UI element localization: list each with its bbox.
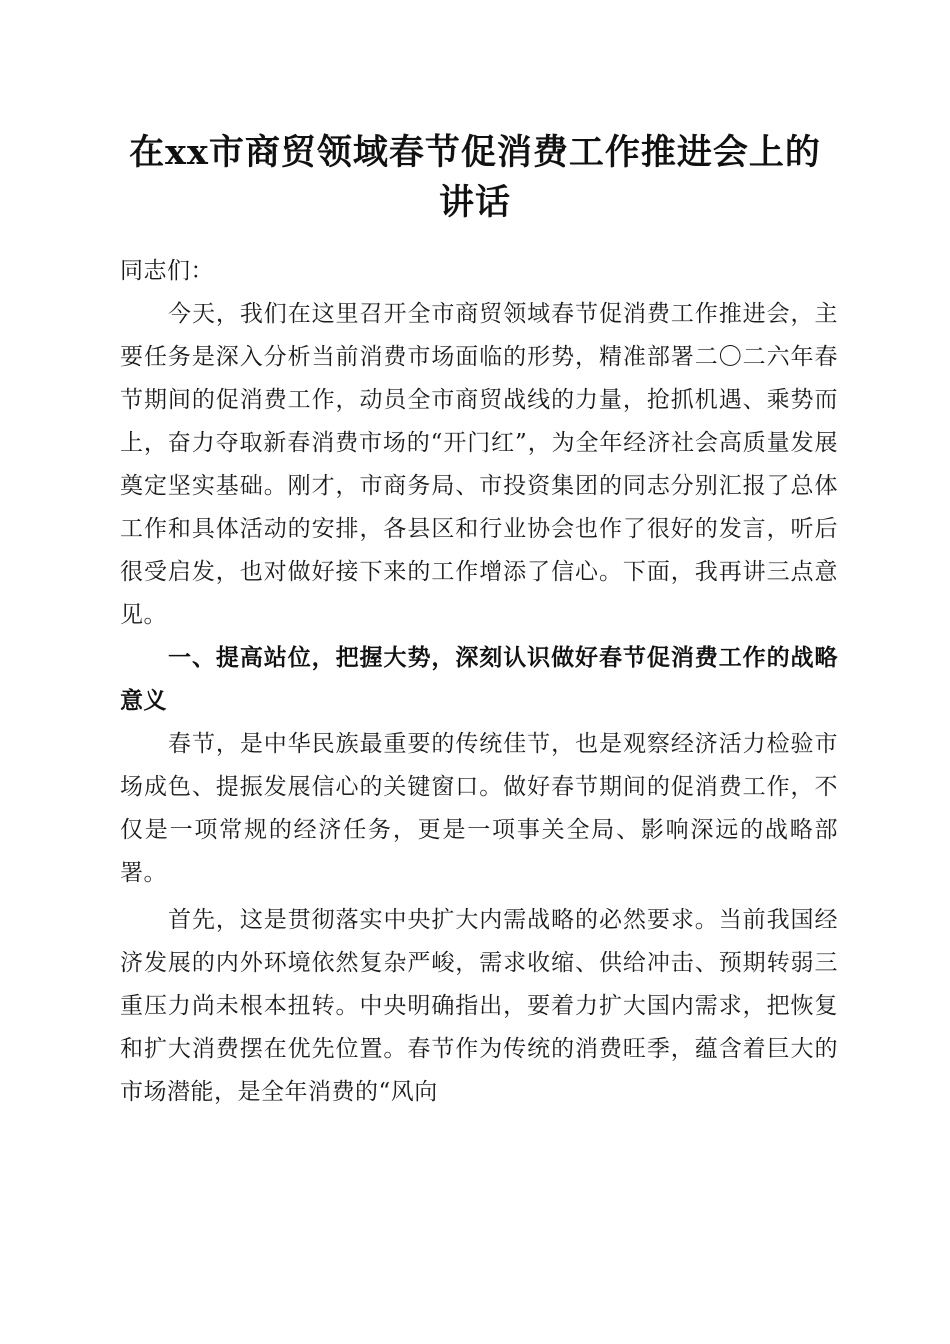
section1-paragraph-1: 春节，是中华民族最重要的传统佳节，也是观察经济活力检验市场成色、提振发展信心的关键窗口。做好春节期间的促消费工作，不仅是一项常规的经济任务，更是一项事关全局、影响深远的战略部署。 [120, 731, 838, 886]
document-title [100, 128, 850, 228]
section1-paragraph-2: 首先，这是贯彻落实中央扩大内需战略的必然要求。当前我国经济发展的内外环境依然复杂严峻，需求收缩、供给冲击、预期转弱三重压力尚未根本扭转。中央明确指出，要着力扩大国内需求，把恢复和扩大消费摆在优先位置。春节作为传统的消费旺季，蕴含着巨大的市场潜能，是全年消费的“风向 [120, 907, 838, 1105]
intro-paragraph: 今天，我们在这里召开全市商贸领域春节促消费工作推进会，主要任务是深入分析当前消费市场面临的形势，精准部署二〇二六年春节期间的促消费工作，动员全市商贸战线的力量，抢抓机遇、乘势而上，奋力夺取新春消费市场的“开门红”，为全年经济社会高质量发展奠定坚实基础。刚才，市商务局、市投资集团的同志分别汇报了总体工作和具体活动的安排，各县区和行业协会也作了很好的发言，听后很受启发，也对做好接下来的工作增添了信心。下面，我再讲三点意见。 [120, 301, 838, 628]
title-line-2: 讲话 [438, 182, 511, 223]
section-heading-1: 一、提高站位，把握大势，深刻认识做好春节促消费工作的战略意义 [120, 645, 838, 714]
title-line-1: 在xx市商贸领域春节促消费工作推进会上的 [129, 132, 821, 173]
document-body [120, 250, 838, 1114]
salutation: 同志们： [120, 258, 214, 284]
